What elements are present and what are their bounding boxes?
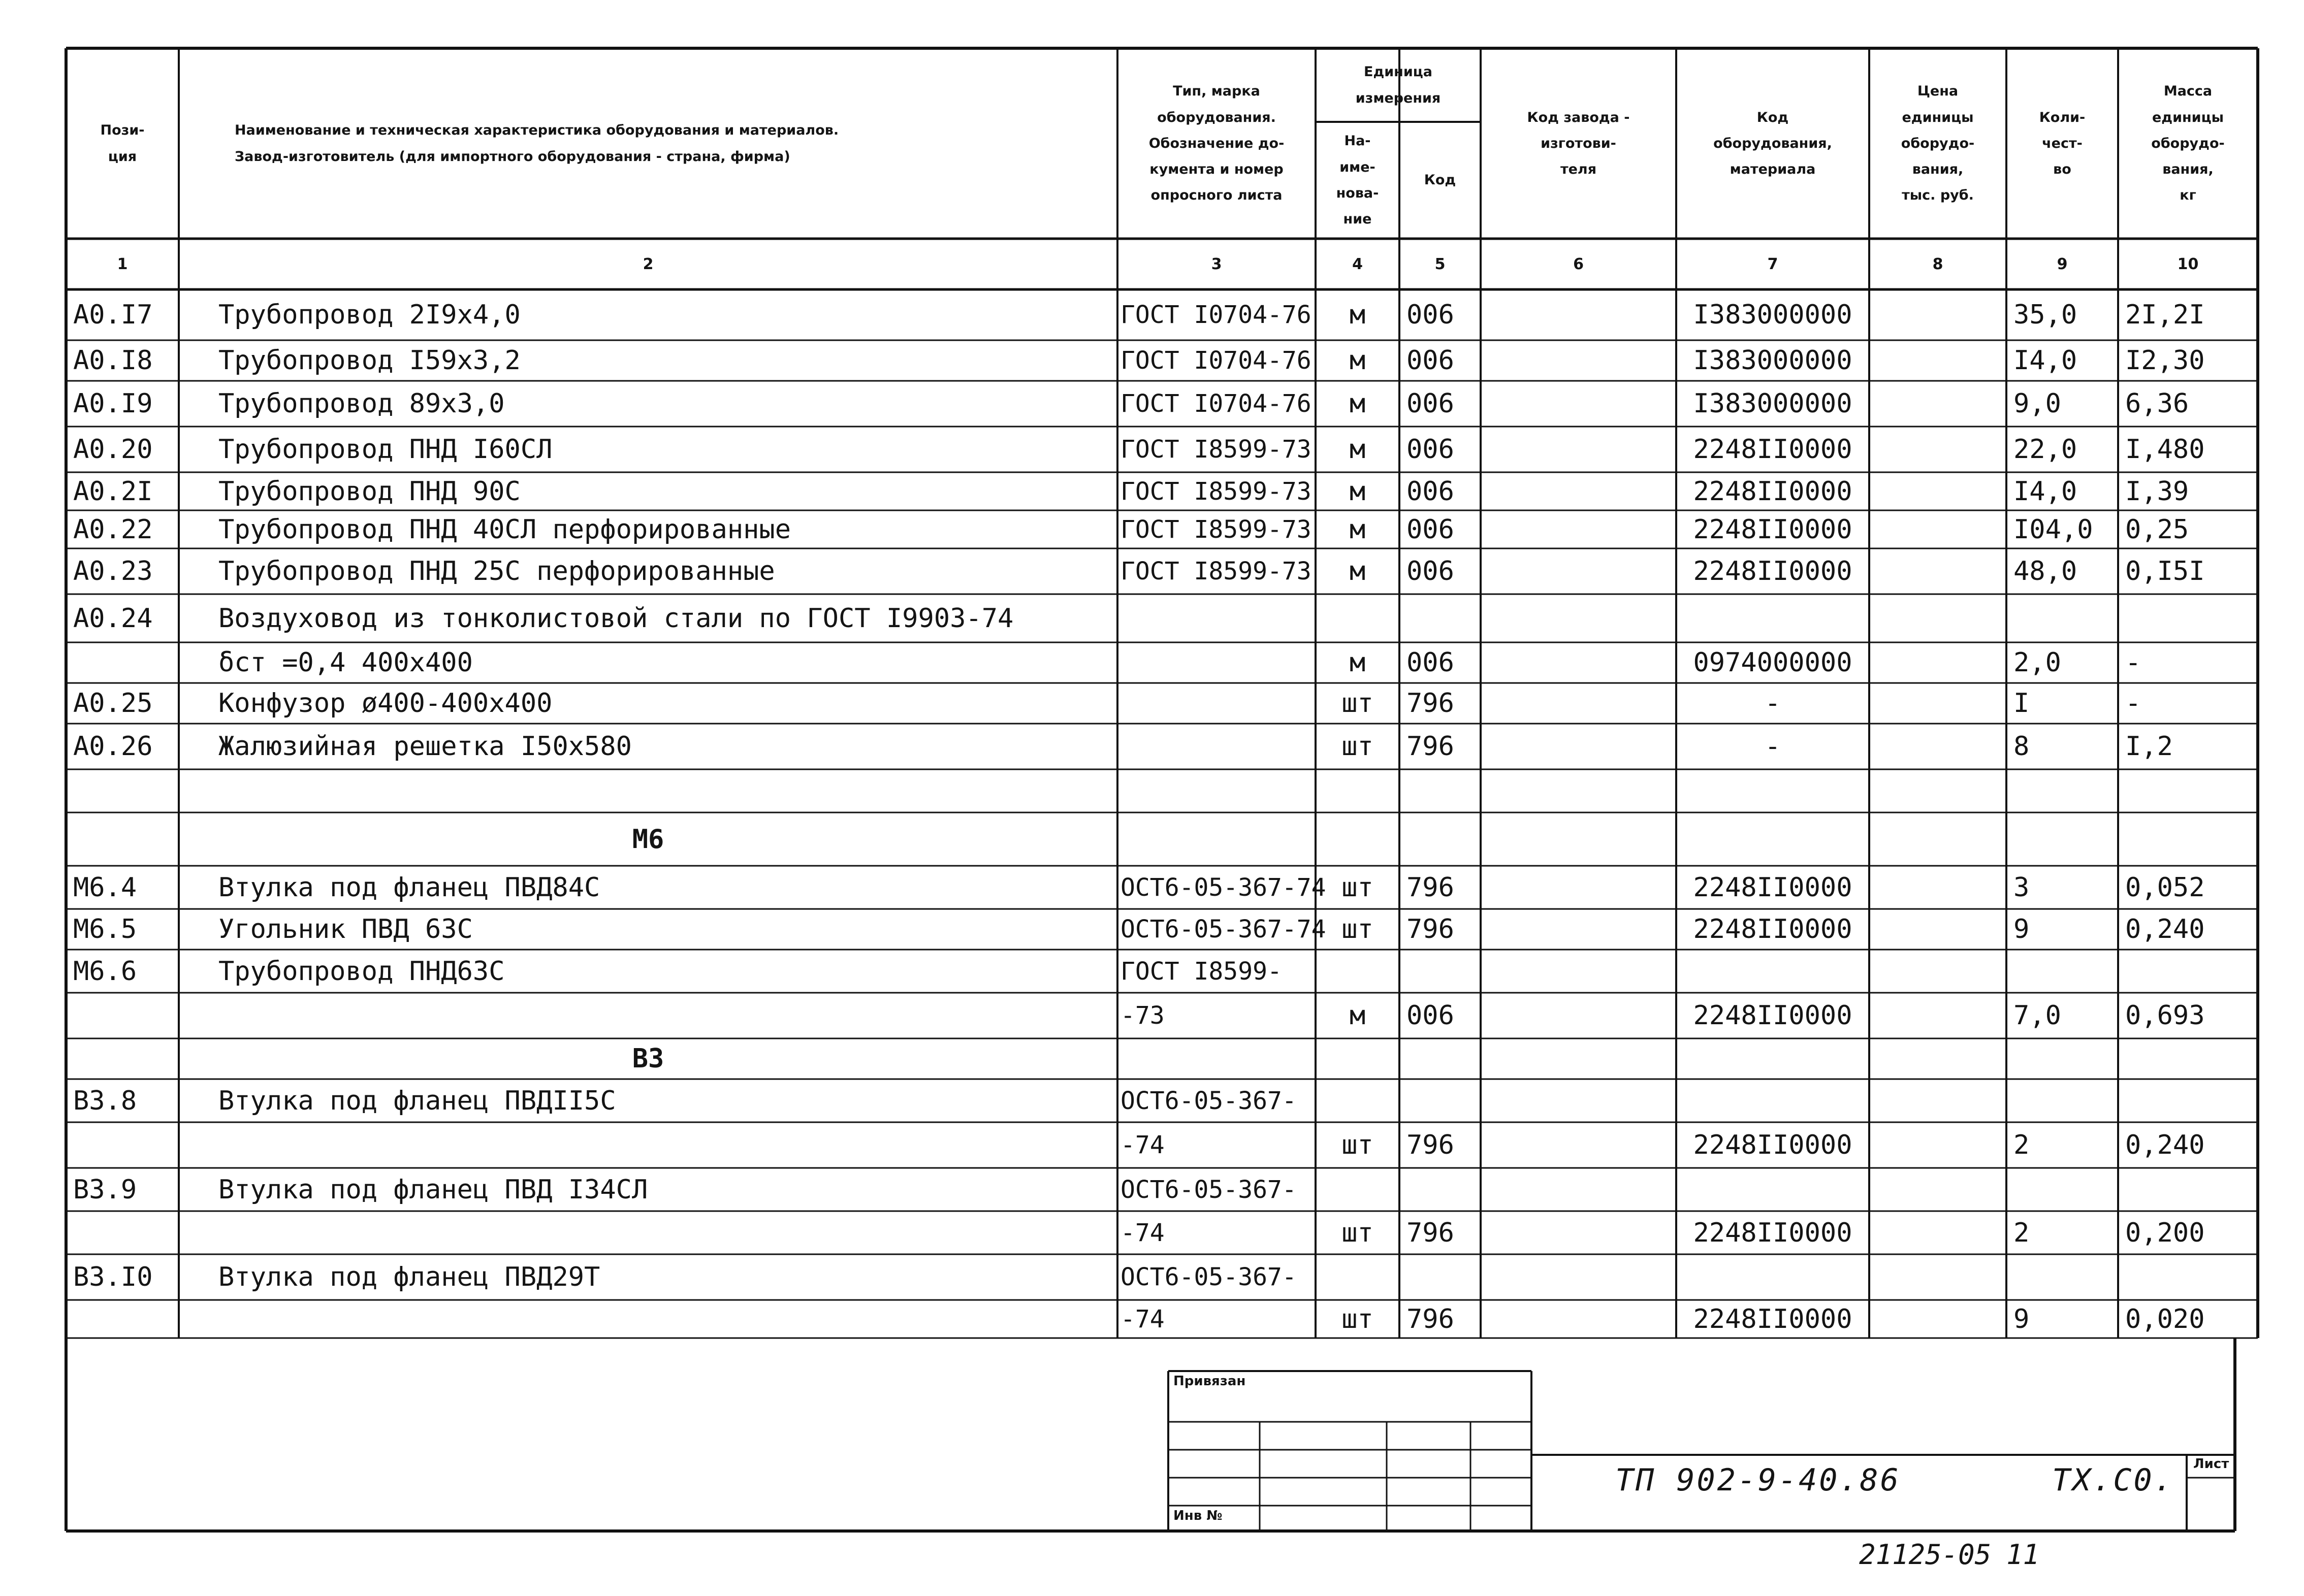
row-document: -74 — [1121, 1305, 1165, 1333]
row-position: А0.23 — [73, 556, 153, 587]
row-price — [1869, 1211, 2006, 1254]
row-unit-code — [1399, 1079, 1481, 1122]
row-position: А0.20 — [73, 434, 153, 465]
row-mass — [2118, 1254, 2258, 1300]
row-price — [1869, 950, 2006, 993]
row-mass: 0,693 — [2125, 1000, 2205, 1031]
row-price — [1869, 866, 2006, 909]
row-quantity: 9 — [2013, 914, 2030, 944]
row-price — [1869, 1079, 2006, 1122]
row-mass: I,2 — [2125, 731, 2173, 762]
row-price — [1869, 472, 2006, 510]
row-price — [1869, 340, 2006, 381]
row-price — [1869, 993, 2006, 1038]
row-material-code — [1676, 594, 1869, 642]
row-name: В3 — [632, 1044, 664, 1074]
column-number: 3 — [1211, 255, 1222, 273]
row-quantity: 3 — [2013, 872, 2030, 903]
row-price — [1869, 683, 2006, 724]
row-factory-code — [1481, 289, 1676, 340]
row-unit-code: 006 — [1406, 434, 1454, 465]
row-document: ОСТ6-05-367- — [1121, 1175, 1297, 1204]
row-price — [1869, 1254, 2006, 1300]
sheet-number: 11 — [2006, 1539, 2040, 1571]
row-name: Жалюзийная решетка I50х580 — [218, 731, 632, 762]
row-quantity — [2006, 812, 2118, 866]
row-unit-code: 006 — [1406, 345, 1454, 376]
row-document: ГОСТ I0704-76 — [1121, 389, 1311, 418]
row-factory-code — [1481, 683, 1676, 724]
row-material-code: 2248II0000 — [1693, 514, 1852, 545]
row-position: В3.I0 — [73, 1262, 153, 1292]
row-mass: 0,240 — [2125, 914, 2205, 944]
row-name: М6 — [632, 824, 664, 855]
row-unit: шт — [1341, 731, 1373, 762]
header-mass: Масса единицы оборудо- вания, кг — [2151, 83, 2225, 204]
row-position: А0.25 — [73, 688, 153, 719]
row-document — [1117, 769, 1316, 812]
row-price — [1869, 642, 2006, 683]
row-unit-code: 796 — [1406, 914, 1454, 944]
row-name: Трубопровод 89х3,0 — [218, 388, 505, 419]
header-type: Тип, марка оборудования. Обозначение до- кумента и номер опросного листа — [1148, 83, 1285, 204]
row-name: Втулка под фланец ПВД I34СЛ — [218, 1174, 648, 1205]
row-document: ОСТ6-05-367-74 — [1121, 915, 1326, 943]
column-number: 8 — [1932, 255, 1943, 273]
row-factory-code — [1481, 642, 1676, 683]
row-unit-code — [1399, 812, 1481, 866]
row-price — [1869, 909, 2006, 950]
row-unit: м — [1349, 388, 1366, 419]
row-document — [1117, 812, 1316, 866]
row-unit-code: 006 — [1406, 556, 1454, 587]
row-factory-code — [1481, 769, 1676, 812]
row-unit — [1316, 1079, 1399, 1122]
row-factory-code — [1481, 510, 1676, 548]
row-position — [66, 1038, 179, 1079]
row-material-code: 0974000000 — [1693, 647, 1852, 678]
row-name: Трубопровод ПНД I60СЛ — [218, 434, 553, 465]
row-mass: 0,240 — [2125, 1130, 2205, 1160]
row-factory-code — [1481, 1168, 1676, 1211]
row-material-code — [1676, 1254, 1869, 1300]
row-document: ОСТ6-05-367- — [1121, 1086, 1297, 1115]
row-name: Трубопровод ПНД 25С перфорированные — [218, 556, 775, 587]
row-material-code: 2248II0000 — [1693, 434, 1852, 465]
row-mass: I,480 — [2125, 434, 2205, 465]
row-unit-code — [1399, 1038, 1481, 1079]
row-unit: м — [1349, 647, 1366, 678]
row-position — [66, 993, 179, 1038]
row-factory-code — [1481, 1254, 1676, 1300]
row-material-code: 2248II0000 — [1693, 556, 1852, 587]
row-document: -73 — [1121, 1001, 1165, 1030]
inv-label: Инв № — [1173, 1508, 1223, 1523]
row-quantity: 9 — [2013, 1304, 2030, 1334]
row-material-code — [1676, 950, 1869, 993]
row-name: Трубопровод ПНД63С — [218, 956, 505, 987]
row-quantity: 7,0 — [2013, 1000, 2061, 1031]
row-factory-code — [1481, 381, 1676, 427]
row-position: А0.I8 — [73, 345, 153, 376]
row-unit-code — [1399, 1254, 1481, 1300]
row-unit-code: 006 — [1406, 514, 1454, 545]
row-factory-code — [1481, 812, 1676, 866]
row-mass: - — [2125, 688, 2141, 719]
row-mass: 2I,2I — [2125, 300, 2205, 330]
row-material-code — [1676, 812, 1869, 866]
row-unit-code: 796 — [1406, 1304, 1454, 1334]
row-material-code: 2248II0000 — [1693, 1304, 1852, 1334]
row-name: Втулка под фланец ПВДII5С — [218, 1085, 616, 1116]
row-quantity: 22,0 — [2013, 434, 2077, 465]
archive-number: 21125-05 — [1859, 1539, 1992, 1571]
row-quantity — [2006, 1168, 2118, 1211]
row-quantity — [2006, 769, 2118, 812]
row-material-code — [1676, 1168, 1869, 1211]
document-mark: ТХ.С0. — [2052, 1462, 2174, 1498]
row-name — [179, 769, 1117, 812]
row-material-code: - — [1765, 731, 1781, 762]
row-unit: м — [1349, 556, 1366, 587]
row-quantity: 2,0 — [2013, 647, 2061, 678]
document-code: ТП 902-9-40.86 — [1615, 1462, 1901, 1498]
row-quantity: 35,0 — [2013, 300, 2077, 330]
row-unit — [1316, 812, 1399, 866]
row-unit-code: 006 — [1406, 476, 1454, 507]
row-position — [66, 1211, 179, 1254]
row-mass: 0,052 — [2125, 872, 2205, 903]
row-mass — [2118, 769, 2258, 812]
row-unit — [1316, 1168, 1399, 1211]
row-document: -74 — [1121, 1218, 1165, 1247]
row-mass: 6,36 — [2125, 388, 2189, 419]
row-quantity: 48,0 — [2013, 556, 2077, 587]
row-position — [66, 812, 179, 866]
row-position: А0.24 — [73, 603, 153, 634]
row-quantity — [2006, 950, 2118, 993]
row-quantity: I — [2013, 688, 2030, 719]
row-document — [1117, 594, 1316, 642]
row-quantity — [2006, 1038, 2118, 1079]
row-name: Трубопровод I59х3,2 — [218, 345, 521, 376]
header-quantity: Коли- чест- во — [2039, 109, 2086, 178]
row-document: ГОСТ I8599- — [1121, 957, 1282, 986]
row-material-code: 2248II0000 — [1693, 872, 1852, 903]
row-mass: 0,020 — [2125, 1304, 2205, 1334]
row-factory-code — [1481, 909, 1676, 950]
row-factory-code — [1481, 1122, 1676, 1168]
row-name — [179, 993, 1117, 1038]
row-position: М6.5 — [73, 914, 137, 944]
row-price — [1869, 724, 2006, 769]
row-price — [1869, 769, 2006, 812]
row-position: В3.8 — [73, 1085, 137, 1116]
row-price — [1869, 427, 2006, 472]
row-document: ГОСТ I8599-73 — [1121, 515, 1311, 544]
row-position: А0.I7 — [73, 300, 153, 330]
row-document: ОСТ6-05-367-74 — [1121, 873, 1326, 902]
row-quantity — [2006, 1079, 2118, 1122]
row-name: Трубопровод ПНД 90С — [218, 476, 521, 507]
row-document: ГОСТ I0704-76 — [1121, 346, 1311, 375]
header-unit: Единица измерения — [1355, 64, 1441, 106]
row-factory-code — [1481, 340, 1676, 381]
header-factory-code: Код завода - изготови- теля — [1527, 109, 1630, 178]
row-document — [1117, 724, 1316, 769]
column-number: 1 — [117, 255, 128, 273]
row-position — [66, 1300, 179, 1338]
row-name: δст =0,4 400х400 — [218, 647, 473, 678]
row-mass — [2118, 1079, 2258, 1122]
row-unit: шт — [1341, 1304, 1373, 1334]
column-number: 9 — [2057, 255, 2068, 273]
row-material-code: 2248II0000 — [1693, 1000, 1852, 1031]
row-unit — [1316, 769, 1399, 812]
header-unit-name: На- име- нова- ние — [1336, 133, 1379, 227]
row-quantity — [2006, 1254, 2118, 1300]
row-unit-code — [1399, 1168, 1481, 1211]
row-unit-code: 796 — [1406, 872, 1454, 903]
column-number: 7 — [1767, 255, 1778, 273]
row-material-code — [1676, 769, 1869, 812]
column-number: 6 — [1573, 255, 1584, 273]
row-factory-code — [1481, 548, 1676, 594]
row-price — [1869, 1038, 2006, 1079]
row-price — [1869, 381, 2006, 427]
row-name: Трубопровод ПНД 40СЛ перфорированные — [218, 514, 791, 545]
row-mass: I2,30 — [2125, 345, 2205, 376]
row-document: ГОСТ I8599-73 — [1121, 435, 1311, 464]
row-position — [66, 769, 179, 812]
row-name: Трубопровод 2I9х4,0 — [218, 300, 521, 330]
row-material-code: I383000000 — [1693, 345, 1852, 376]
row-unit-code: 006 — [1406, 647, 1454, 678]
header-material-code: Код оборудования, материала — [1713, 109, 1832, 178]
row-unit — [1316, 1038, 1399, 1079]
row-unit: м — [1349, 1000, 1366, 1031]
row-document — [1117, 642, 1316, 683]
row-unit-code — [1399, 594, 1481, 642]
row-position: М6.6 — [73, 956, 137, 987]
row-quantity: 2 — [2013, 1130, 2030, 1160]
row-quantity — [2006, 594, 2118, 642]
column-number: 5 — [1434, 255, 1446, 273]
row-unit: шт — [1341, 1130, 1373, 1160]
column-number: 2 — [643, 255, 654, 273]
row-mass: 0,I5I — [2125, 556, 2205, 587]
row-unit-code — [1399, 769, 1481, 812]
row-unit: м — [1349, 514, 1366, 545]
row-material-code: I383000000 — [1693, 300, 1852, 330]
row-position: А0.I9 — [73, 388, 153, 419]
row-name — [179, 1211, 1117, 1254]
row-factory-code — [1481, 993, 1676, 1038]
row-factory-code — [1481, 594, 1676, 642]
row-quantity: 2 — [2013, 1217, 2030, 1248]
row-factory-code — [1481, 1038, 1676, 1079]
row-material-code: 2248II0000 — [1693, 914, 1852, 944]
row-name — [179, 1300, 1117, 1338]
row-quantity: I04,0 — [2013, 514, 2093, 545]
row-factory-code — [1481, 472, 1676, 510]
row-mass — [2118, 950, 2258, 993]
row-unit-code: 796 — [1406, 1217, 1454, 1248]
row-unit-code: 006 — [1406, 300, 1454, 330]
row-factory-code — [1481, 724, 1676, 769]
row-document: ГОСТ I8599-73 — [1121, 477, 1311, 506]
row-price — [1869, 812, 2006, 866]
row-unit — [1316, 594, 1399, 642]
row-document: ОСТ6-05-367- — [1121, 1263, 1297, 1291]
row-unit-code: 796 — [1406, 1130, 1454, 1160]
row-unit: шт — [1341, 1217, 1373, 1248]
row-price — [1869, 510, 2006, 548]
row-unit-code: 796 — [1406, 731, 1454, 762]
row-unit — [1316, 1254, 1399, 1300]
row-material-code: 2248II0000 — [1693, 1217, 1852, 1248]
row-document — [1117, 1038, 1316, 1079]
row-quantity: 9,0 — [2013, 388, 2061, 419]
row-factory-code — [1481, 950, 1676, 993]
row-mass: I,39 — [2125, 476, 2189, 507]
header-unit-code: Код — [1424, 172, 1456, 188]
row-mass — [2118, 812, 2258, 866]
header-price: Цена единицы оборудо- вания, тыс. руб. — [1901, 83, 1975, 204]
row-mass: 0,200 — [2125, 1217, 2205, 1248]
row-name: Угольник ПВД 63С — [218, 914, 473, 944]
row-unit-code: 006 — [1406, 388, 1454, 419]
row-price — [1869, 594, 2006, 642]
row-unit: шт — [1341, 914, 1373, 944]
row-factory-code — [1481, 1300, 1676, 1338]
row-name: Воздуховод из тонколистовой стали по ГОСТ I9903-74 — [218, 603, 1014, 634]
row-name — [179, 1122, 1117, 1168]
row-quantity: 8 — [2013, 731, 2030, 762]
row-unit-code: 796 — [1406, 688, 1454, 719]
row-unit-code: 006 — [1406, 1000, 1454, 1031]
row-material-code: 2248II0000 — [1693, 1130, 1852, 1160]
row-name: Втулка под фланец ПВД29Т — [218, 1262, 600, 1292]
row-price — [1869, 1168, 2006, 1211]
row-material-code: I383000000 — [1693, 388, 1852, 419]
row-position: А0.26 — [73, 731, 153, 762]
row-price — [1869, 548, 2006, 594]
row-material-code — [1676, 1079, 1869, 1122]
row-material-code — [1676, 1038, 1869, 1079]
row-document: ГОСТ I8599-73 — [1121, 557, 1311, 585]
row-unit: м — [1349, 345, 1366, 376]
row-position: А0.22 — [73, 514, 153, 545]
row-position: А0.2I — [73, 476, 153, 507]
row-document: -74 — [1121, 1131, 1165, 1159]
row-mass: - — [2125, 647, 2141, 678]
row-position — [66, 1122, 179, 1168]
row-position: М6.4 — [73, 872, 137, 903]
row-mass — [2118, 1038, 2258, 1079]
row-price — [1869, 1300, 2006, 1338]
row-price — [1869, 1122, 2006, 1168]
row-document: ГОСТ I0704-76 — [1121, 301, 1311, 329]
row-mass — [2118, 1168, 2258, 1211]
row-quantity: I4,0 — [2013, 345, 2077, 376]
column-number: 10 — [2177, 255, 2199, 273]
row-unit: шт — [1341, 872, 1373, 903]
row-price — [1869, 289, 2006, 340]
row-material-code: - — [1765, 688, 1781, 719]
row-mass: 0,25 — [2125, 514, 2189, 545]
sheet-label: Лист — [2193, 1456, 2229, 1472]
row-position: В3.9 — [73, 1174, 137, 1205]
row-document — [1117, 683, 1316, 724]
checked-label: Привязан — [1173, 1374, 1246, 1389]
row-unit — [1316, 950, 1399, 993]
row-factory-code — [1481, 866, 1676, 909]
row-name: Конфузор ø400-400х400 — [218, 688, 553, 719]
row-factory-code — [1481, 1211, 1676, 1254]
header-name: Наименование и техническая характеристика оборудования и материалов. Завод-изготовитель (для импортного оборудования - страна, фирма) — [235, 122, 839, 165]
row-position — [66, 642, 179, 683]
row-unit: м — [1349, 434, 1366, 465]
column-number: 4 — [1352, 255, 1363, 273]
row-quantity: I4,0 — [2013, 476, 2077, 507]
row-unit: м — [1349, 300, 1366, 330]
row-unit: м — [1349, 476, 1366, 507]
row-mass — [2118, 594, 2258, 642]
header-position: Пози- ция — [100, 122, 145, 165]
row-factory-code — [1481, 427, 1676, 472]
row-factory-code — [1481, 1079, 1676, 1122]
row-unit-code — [1399, 950, 1481, 993]
row-unit: шт — [1341, 688, 1373, 719]
row-name: Втулка под фланец ПВД84С — [218, 872, 600, 903]
row-material-code: 2248II0000 — [1693, 476, 1852, 507]
